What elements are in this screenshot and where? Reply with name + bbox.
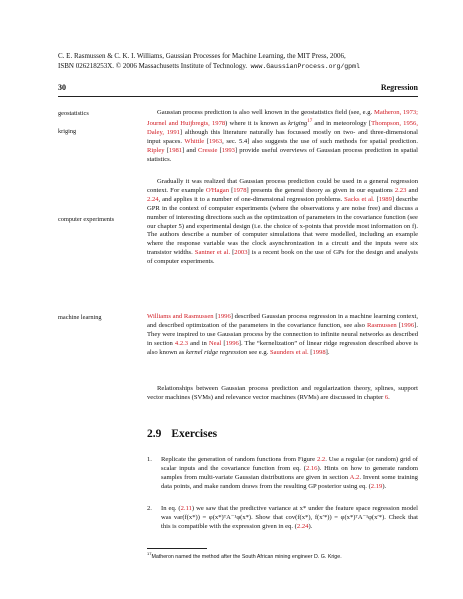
copyright-header: [58, 52, 418, 71]
citation[interactable]: Whittle: [184, 137, 205, 145]
citation-year[interactable]: 1996: [217, 313, 231, 320]
citation-year[interactable]: 1981: [168, 146, 183, 154]
citation[interactable]: Thompson, 1956, Daley, 1991: [147, 120, 419, 136]
section-title: Exercises: [171, 428, 218, 440]
citation[interactable]: Saunders et al.: [269, 348, 309, 356]
citation[interactable]: Santner et al.: [194, 249, 231, 257]
citation[interactable]: Williams and Rasmussen: [147, 313, 214, 320]
citation-year[interactable]: 1963: [208, 137, 223, 145]
exercise-item: 2. In eq. (2.11) we saw that the predictive variance at x* under the feature space regression model was var(f(x*)) = φ(x*)ᵀA⁻¹φ(x*). Show that cov(f(x*), f(x′*)) = φ(x*)ᵀA⁻¹φ(x′*). Check that this is compatible with the expression given in eq. (2.24).: [147, 505, 419, 530]
footnote-marker[interactable]: 17: [307, 118, 313, 124]
citation[interactable]: Cressie: [198, 146, 218, 154]
section-number: 2.9: [147, 428, 162, 440]
citation-year[interactable]: 1998: [312, 348, 326, 356]
citation-year[interactable]: 1989: [378, 195, 392, 203]
section-heading: [147, 428, 217, 440]
equation-ref[interactable]: 2.11: [180, 505, 192, 512]
margin-note-computer-experiments: computer experiments: [58, 216, 115, 223]
chapter-ref[interactable]: 6: [384, 393, 389, 401]
website-link[interactable]: www.GaussianProcess.org/gpml: [250, 62, 360, 70]
citation-year[interactable]: 2003: [234, 249, 248, 257]
citation-year[interactable]: 1993: [221, 146, 235, 154]
footnote-number: 17: [147, 551, 152, 556]
citation[interactable]: Ripley: [147, 146, 165, 154]
margin-note-machine-learning: machine learning: [58, 314, 102, 321]
footnote: [147, 551, 418, 560]
section-ref[interactable]: 4.2.3: [174, 339, 189, 347]
citation[interactable]: Neal: [208, 339, 222, 347]
citation[interactable]: O'Hagan: [205, 186, 229, 194]
citation-year[interactable]: 1978: [233, 186, 247, 194]
equation-ref[interactable]: 2.24: [147, 195, 159, 203]
header-rule: [58, 96, 418, 97]
exercise-number: 2.: [147, 505, 152, 512]
paragraph-geostatistics: Gaussian process prediction is also well known in the geostatistics field (see, e.g. Matheron, 1973; Journel and Huijbregts, 1978) where it is known as kriging$^{17}$ and in meteorology [Thompson, 1956, Daley, 1991] although this literature naturally has focussed mostly on two- and three-dimensional input spaces. Whittle [1963, sec. 5.4] also suggests the use of such methods for spatial prediction. Ripley [1981] and Cressie [1993] provide useful overviews of Gaussian process prediction in spatial statistics.: [147, 109, 419, 163]
margin-note-geostatistics: geostatistics: [58, 110, 89, 117]
figure-ref[interactable]: 2.2: [316, 456, 326, 463]
page-number: 30: [58, 83, 66, 92]
paragraph-machine-learning: Williams and Rasmussen [1996] described Gaussian process regression in a machine learning context, and described optimization of the parameters in the covariance function, see also Rasmussen [1996]. They were inspired to use Gaussian process by the connection to infinite neural networks as described in section 4.2.3 and in Neal [1996]. The “kernelization” of linear ridge regression described above is also known as kernel ridge regression see e.g. Saunders et al. [1998].: [147, 313, 418, 356]
citation-year[interactable]: 1996: [400, 321, 415, 329]
footnote-text: Matheron named the method after the South African mining engineer D. G. Krige.: [151, 553, 342, 560]
citation[interactable]: Sacks et al.: [344, 195, 375, 203]
citation-year[interactable]: 1996: [225, 339, 239, 347]
exercise-item: 1. Replicate the generation of random functions from Figure 2.2. Use a regular (or random) grid of scalar inputs and the covariance function from eq. (2.16). Hints on how to generate random samples from multi-variate Gaussian distributions are given in section A.2. Invent some training data points, and make random draws from the resulting GP posterior using eq. (2.19).: [147, 456, 418, 490]
exercise-number: 1.: [147, 456, 152, 463]
header-line-1: C. E. Rasmussen & C. K. I. Williams, Gaussian Processes for Machine Learning, the MIT Press, 2006,: [58, 52, 346, 60]
citation[interactable]: Matheron, 1973; Journel and Huijbregts, 1978: [147, 109, 418, 128]
header-line-2: ISBN 026218253X. © 2006 Massachusetts Institute of Technology. www.GaussianProcess.org/gpml: [58, 61, 360, 70]
section-ref[interactable]: A.2: [349, 473, 360, 481]
equation-ref[interactable]: 2.19: [370, 482, 383, 490]
equation-ref[interactable]: 2.23: [394, 186, 407, 194]
citation[interactable]: Rasmussen: [367, 321, 397, 329]
paragraph-relationships: Relationships between Gaussian process prediction and regularization theory, splines, support vector machines (SVMs) and relevance vector machines (RVMs) are discussed in chapter 6.: [147, 385, 418, 401]
paragraph-general-regression: Gradually it was realized that Gaussian process prediction could be used in a general regression context. For example O'Hagan [1978] presents the general theory as given in our equations 2.23 and 2.24, and applies it to a number of one-dimensional regression problems. Sacks et al. [1989] describe GPR in the context of computer experiments (where the observations y are noise free) and discuss a number of interesting directions such as the optimization of parameters in the covariance function (see our chapter 5) and experimental design (i.e. the choice of x-points that provide most information on f). The authors describe a number of computer simulations that were modelled, including an example where the response variable was the clock asynchronization in a circuit and the inputs were six transistor widths. Santner et al. [2003] is a recent book on the use of GPs for the design and analysis of computer experiments.: [147, 178, 419, 266]
footnote-rule: [147, 548, 207, 549]
running-section-title: Regression: [380, 83, 418, 92]
margin-note-kriging: kriging: [58, 128, 77, 135]
equation-ref[interactable]: 2.24: [296, 522, 309, 530]
equation-ref[interactable]: 2.16: [305, 464, 318, 472]
